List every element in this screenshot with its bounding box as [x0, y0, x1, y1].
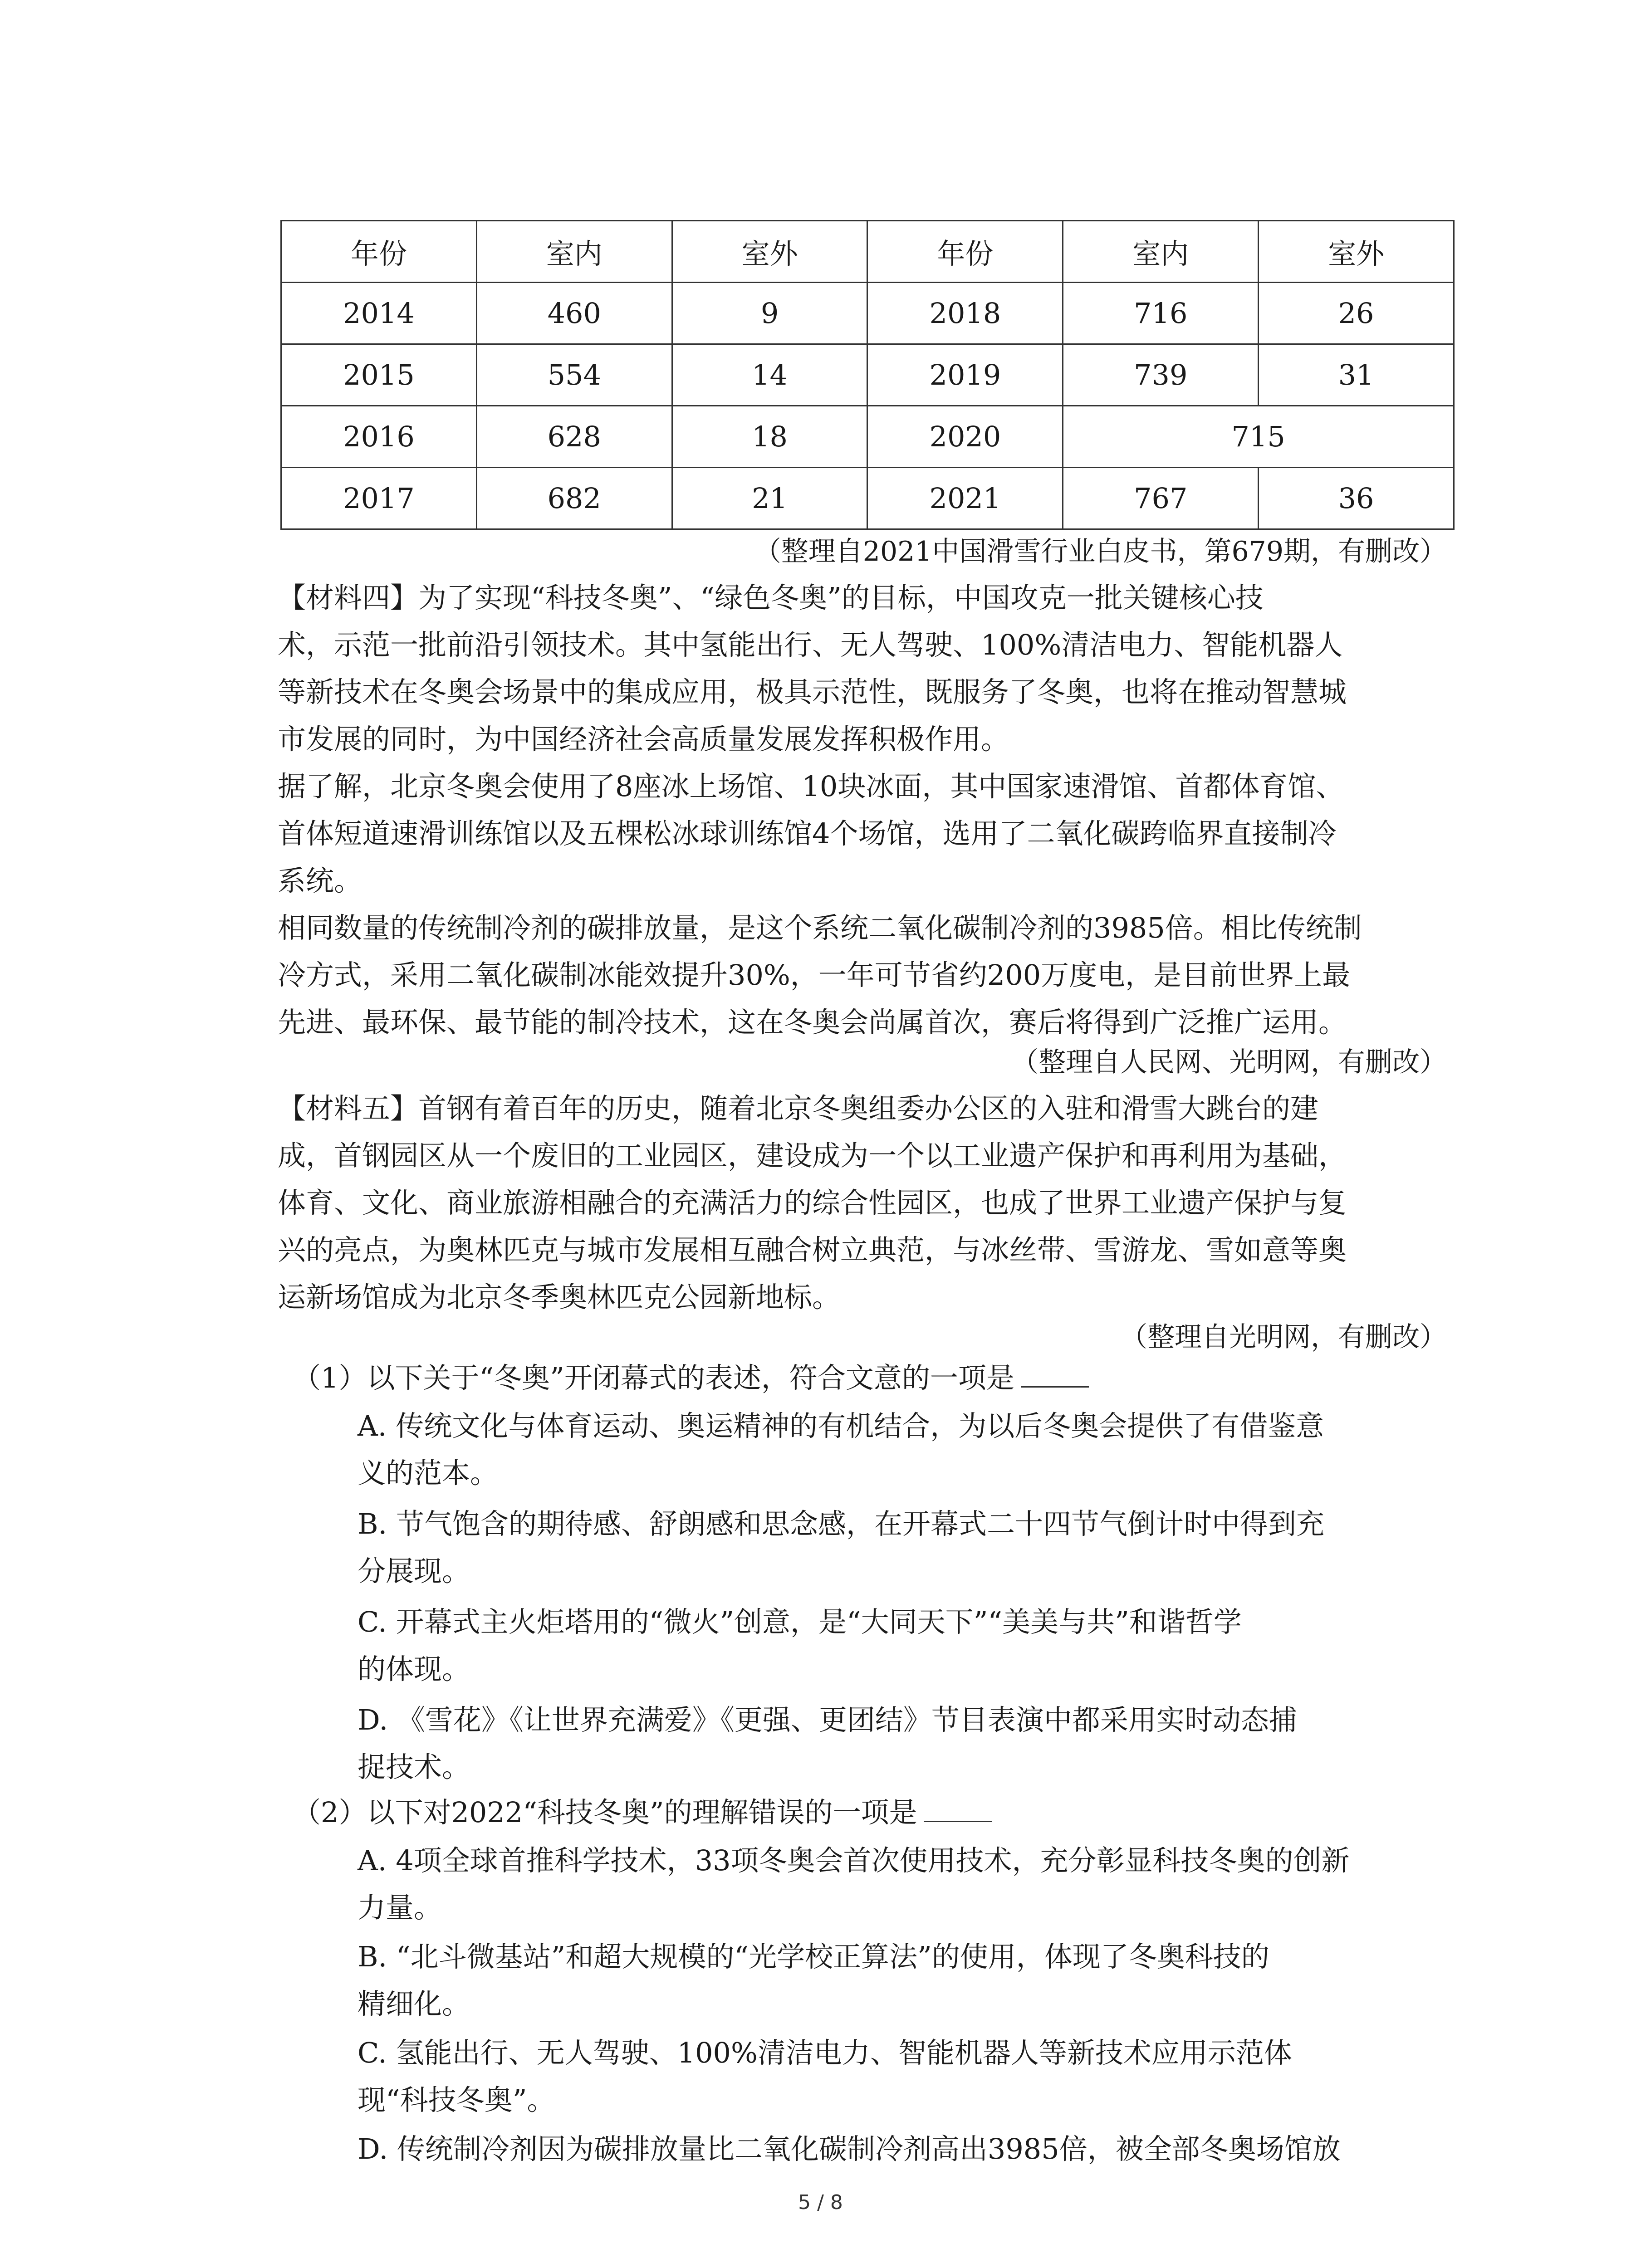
option-line: D. 传统制冷剂因为碳排放量比二氧化碳制冷剂高出3985倍，被全部冬奥场馆放	[358, 2132, 1341, 2165]
table-cell: 716	[1063, 283, 1259, 344]
question-two-option-a[interactable]	[358, 1837, 1433, 1931]
header-cell: 室外	[672, 221, 867, 283]
table-cell: 767	[1063, 468, 1259, 529]
option-line: D. 《雪花》《让世界充满爱》《更强、更团结》节目表演中都采用实时动态捕	[358, 1703, 1297, 1736]
question-one-option-d[interactable]	[358, 1696, 1433, 1791]
question-one-option-b[interactable]	[358, 1501, 1433, 1595]
question-one-text: （1）以下关于“冬奥”开闭幕式的表述，符合文意的一项是	[293, 1361, 1014, 1394]
header-cell: 年份	[867, 221, 1063, 283]
question-one-option-c[interactable]	[358, 1598, 1433, 1693]
table-row	[281, 344, 1454, 406]
header-cell: 室内	[1063, 221, 1259, 283]
material-five-line: 运新场馆成为北京冬季奥林匹克公园新地标。	[278, 1281, 841, 1314]
material-five-line: 成，首钢园区从一个废旧的工业园区，建设成为一个以工业遗产保护和再利用为基础，	[278, 1139, 1347, 1172]
ski-venue-table	[280, 220, 1455, 530]
option-line: 捉技术。	[358, 1750, 470, 1784]
table-cell: 2016	[281, 406, 477, 468]
table-row	[281, 468, 1454, 529]
table-cell: 554	[476, 344, 672, 406]
table-cell: 2021	[867, 468, 1063, 529]
option-line: 精细化。	[358, 1987, 470, 2020]
header-cell: 室内	[476, 221, 672, 283]
table-cell: 739	[1063, 344, 1259, 406]
answer-blank[interactable]	[1021, 1359, 1089, 1388]
question-two-option-b[interactable]	[358, 1933, 1433, 2028]
option-line: C. 氢能出行、无人驾驶、100%清洁电力、智能机器人等新技术应用示范体	[358, 2036, 1292, 2069]
option-line: 分展现。	[358, 1554, 470, 1588]
option-line: B. “北斗微基站”和超大规模的“光学校正算法”的使用，体现了冬奥科技的	[358, 1940, 1269, 1973]
question-one-stem	[293, 1355, 1089, 1401]
material-five-line: 【材料五】首钢有着百年的历史，随着北京冬奥组委办公区的入驻和滑雪大跳台的建	[278, 1092, 1319, 1125]
question-two-option-d[interactable]	[358, 2126, 1433, 2173]
material-four-line: 【材料四】为了实现“科技冬奥”、“绿色冬奥”的目标，中国攻克一批关键核心技	[278, 581, 1264, 614]
table-cell: 36	[1259, 468, 1454, 529]
table-cell: 2020	[867, 406, 1063, 468]
material-five-line: 兴的亮点，为奥林匹克与城市发展相互融合树立典范，与冰丝带、雪游龙、雪如意等奥	[278, 1233, 1347, 1266]
material-four-line: 相同数量的传统制冷剂的碳排放量，是这个系统二氧化碳制冷剂的3985倍。相比传统制	[278, 911, 1362, 944]
table-cell: 9	[672, 283, 867, 344]
material-four-line: 先进、最环保、最节能的制冷技术，这在冬奥会尚属首次，赛后将得到广泛推广运用。	[278, 1006, 1347, 1039]
answer-blank[interactable]	[924, 1794, 992, 1822]
table-cell: 2019	[867, 344, 1063, 406]
table-header-row	[281, 221, 1454, 283]
table-cell: 460	[476, 283, 672, 344]
table-cell: 14	[672, 344, 867, 406]
option-line: 义的范本。	[358, 1457, 499, 1490]
table-cell: 628	[476, 406, 672, 468]
material-five	[278, 1085, 1453, 1321]
material-five-line: 体育、文化、商业旅游相融合的充满活力的综合性园区，也成了世界工业遗产保护与复	[278, 1186, 1347, 1219]
option-line: C. 开幕式主火炬塔用的“微火”创意，是“大同天下”“美美与共”和谐哲学	[358, 1605, 1242, 1638]
table-row	[281, 283, 1454, 344]
material-four-line: 等新技术在冬奥会场景中的集成应用，极具示范性，既服务了冬奥，也将在推动智慧城	[278, 675, 1347, 709]
page-number: 5 / 8	[798, 2191, 843, 2214]
material-four-line: 市发展的同时，为中国经济社会高质量发展发挥积极作用。	[278, 723, 1009, 756]
material-four-line: 冷方式，采用二氧化碳制冰能效提升30%，一年可节省约200万度电，是目前世界上最	[278, 958, 1351, 992]
table-source-note: （整理自2021中国滑雪行业白皮书，第679期，有删改）	[754, 536, 1447, 567]
option-line: 的体现。	[358, 1652, 470, 1686]
material-four-source: （整理自人民网、光明网，有删改）	[1011, 1046, 1447, 1078]
table-cell: 18	[672, 406, 867, 468]
option-line: 力量。	[358, 1891, 442, 1924]
question-one-option-a[interactable]	[358, 1403, 1433, 1497]
option-line: A. 4项全球首推科学技术，33项冬奥会首次使用技术，充分彰显科技冬奥的创新	[358, 1844, 1350, 1877]
material-four-line: 系统。	[278, 864, 362, 897]
question-two-text: （2）以下对2022“科技冬奥”的理解错误的一项是	[293, 1796, 917, 1829]
option-line: A. 传统文化与体育运动、奥运精神的有机结合，为以后冬奥会提供了有借鉴意	[358, 1409, 1324, 1442]
material-four-line: 首体短道速滑训练馆以及五棵松冰球训练馆4个场馆，选用了二氧化碳跨临界直接制冷	[278, 817, 1337, 850]
question-two-option-c[interactable]	[358, 2029, 1433, 2124]
header-cell: 室外	[1259, 221, 1454, 283]
question-two-stem	[293, 1790, 992, 1835]
option-line: 现“科技冬奥”。	[358, 2083, 555, 2116]
option-line: B. 节气饱含的期待感、舒朗感和思念感，在开幕式二十四节气倒计时中得到充	[358, 1507, 1324, 1540]
table-cell: 682	[476, 468, 672, 529]
table-cell: 2014	[281, 283, 477, 344]
material-four-line: 据了解，北京冬奥会使用了8座冰上场馆、10块冰面，其中国家速滑馆、首都体育馆、	[278, 770, 1344, 803]
header-cell: 年份	[281, 221, 477, 283]
table-cell: 31	[1259, 344, 1454, 406]
table-cell: 2017	[281, 468, 477, 529]
table-cell: 21	[672, 468, 867, 529]
table-cell: 2018	[867, 283, 1063, 344]
table-cell-merged: 715	[1063, 406, 1454, 468]
table-cell: 2015	[281, 344, 477, 406]
material-four-line: 术，示范一批前沿引领技术。其中氢能出行、无人驾驶、100%清洁电力、智能机器人	[278, 628, 1343, 661]
material-five-source: （整理自光明网，有删改）	[1120, 1321, 1447, 1353]
material-four	[278, 574, 1453, 1046]
table-row	[281, 406, 1454, 468]
table-cell: 26	[1259, 283, 1454, 344]
